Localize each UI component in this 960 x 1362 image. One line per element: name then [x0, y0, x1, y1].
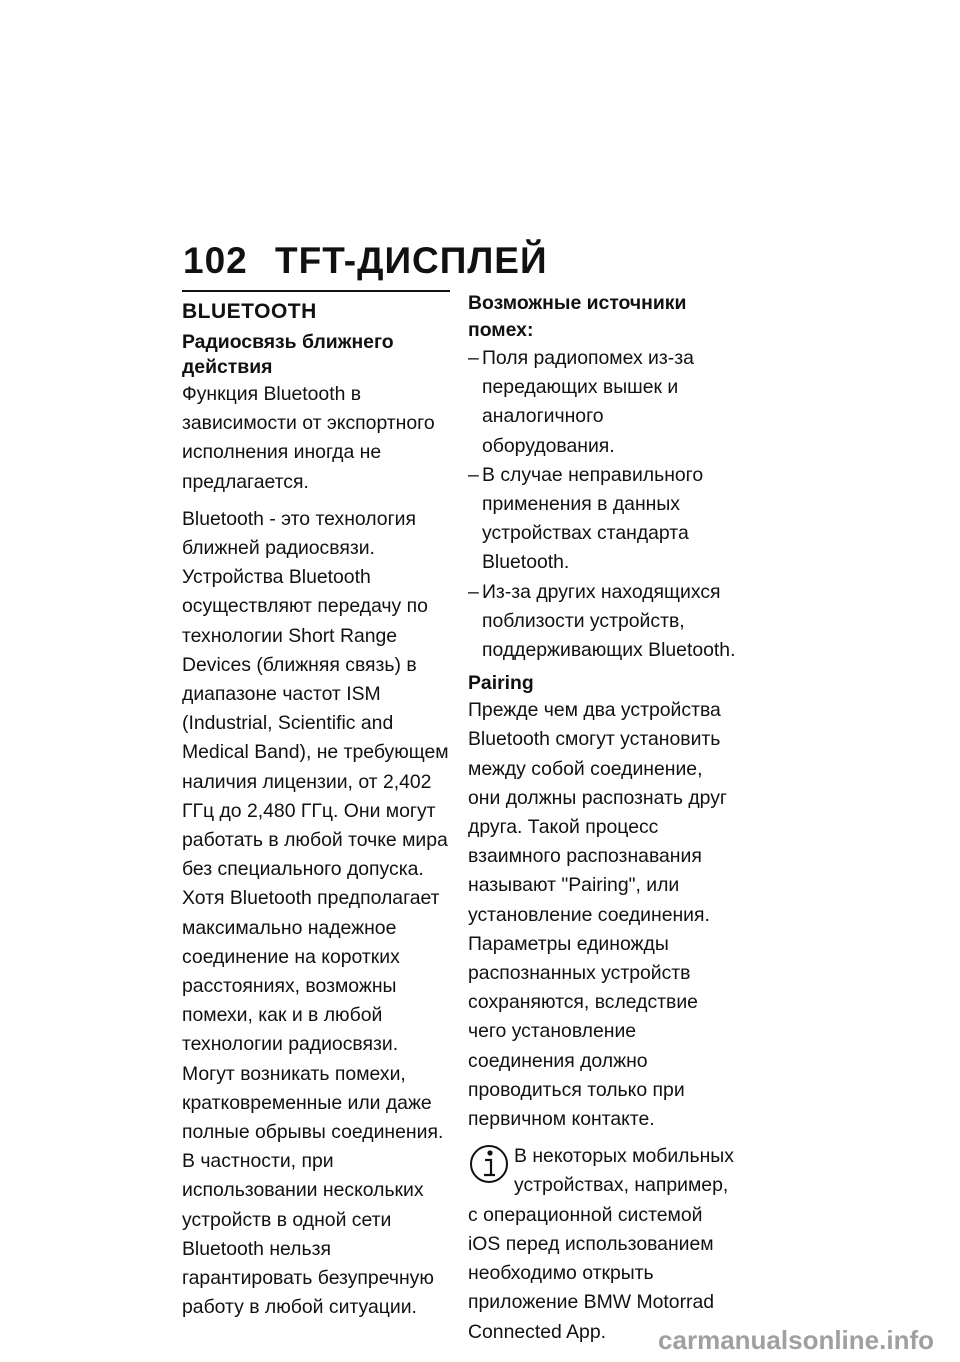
pairing-heading: Pairing	[468, 672, 534, 695]
list-item	[468, 344, 736, 461]
list-item	[468, 578, 736, 666]
paragraph-availability: Функция Bluetooth в зависимости от экспортного исполнения иногда не предлагается.	[182, 383, 435, 493]
list-item-text: Поля радиопомех из-за передающих вышек и аналогичного оборудования.	[482, 347, 694, 457]
page-number: 102	[183, 240, 248, 281]
list-item	[468, 461, 736, 578]
dash-mark: –	[468, 580, 479, 603]
section-rule	[182, 290, 450, 292]
dash-mark: –	[468, 347, 479, 369]
paragraph-pairing: Прежде чем два устройства Bluetooth смогут установить между собой соединение, они должны распознать друг друга. Такой процесс взаимного распознавания называют "Pairing", или установление соединения. Параметры единожды распознанных устройств сохраняются, вследствие чего установление соединения должно проводиться только при первичном контакте.	[468, 699, 728, 1131]
info-icon	[468, 1142, 510, 1186]
paragraph-description: Bluetooth - это технология ближней радиосвязи. Устройства Bluetooth осуществляют передачу по технологии Short Range Devices (ближняя связь) в диапазоне частот ISM (Industrial, Scientific and Medical Band), не требующем наличия лицензии, от 2,402 ГГц до 2,480 ГГц. Они могут работать в любой точке мира без специального допуска. Хотя Bluetooth предполагает максимально надежное соединение на коротких расстояниях, возможны помехи, как и в любой технологии радиосвязи. Могут возникать помехи, кратковременные или даже полные обрывы соединения. В частности, при использовании нескольких устройств в одной сети Bluetooth нельзя гарантировать безупречную работу в любой ситуации.	[182, 507, 449, 1319]
right-column	[468, 290, 736, 1347]
page-header	[183, 240, 548, 282]
watermark: carmanualsonline.info	[658, 1325, 934, 1355]
note-text: В некоторых мобильных устройствах, например, с операционной системой iOS перед использованием необходимо открыть приложение BMW Motorrad Connected App.	[468, 1145, 734, 1343]
interference-heading: Возможные источники помех:	[468, 292, 687, 341]
section-title: BLUETOOTH	[182, 300, 317, 323]
info-note	[468, 1142, 736, 1346]
list-item-text: Из-за других находящихся поблизости устройств, поддерживающих Bluetooth.	[482, 580, 736, 662]
interference-list	[468, 344, 736, 665]
subheading: Радиосвязь ближнего действия	[182, 331, 394, 378]
page-title: TFT-ДИСПЛЕЙ	[275, 240, 548, 281]
left-column	[182, 290, 450, 1331]
dash-mark: –	[468, 463, 479, 486]
list-item-text: В случае неправильного применения в данных устройствах стандарта Bluetooth.	[482, 463, 704, 574]
